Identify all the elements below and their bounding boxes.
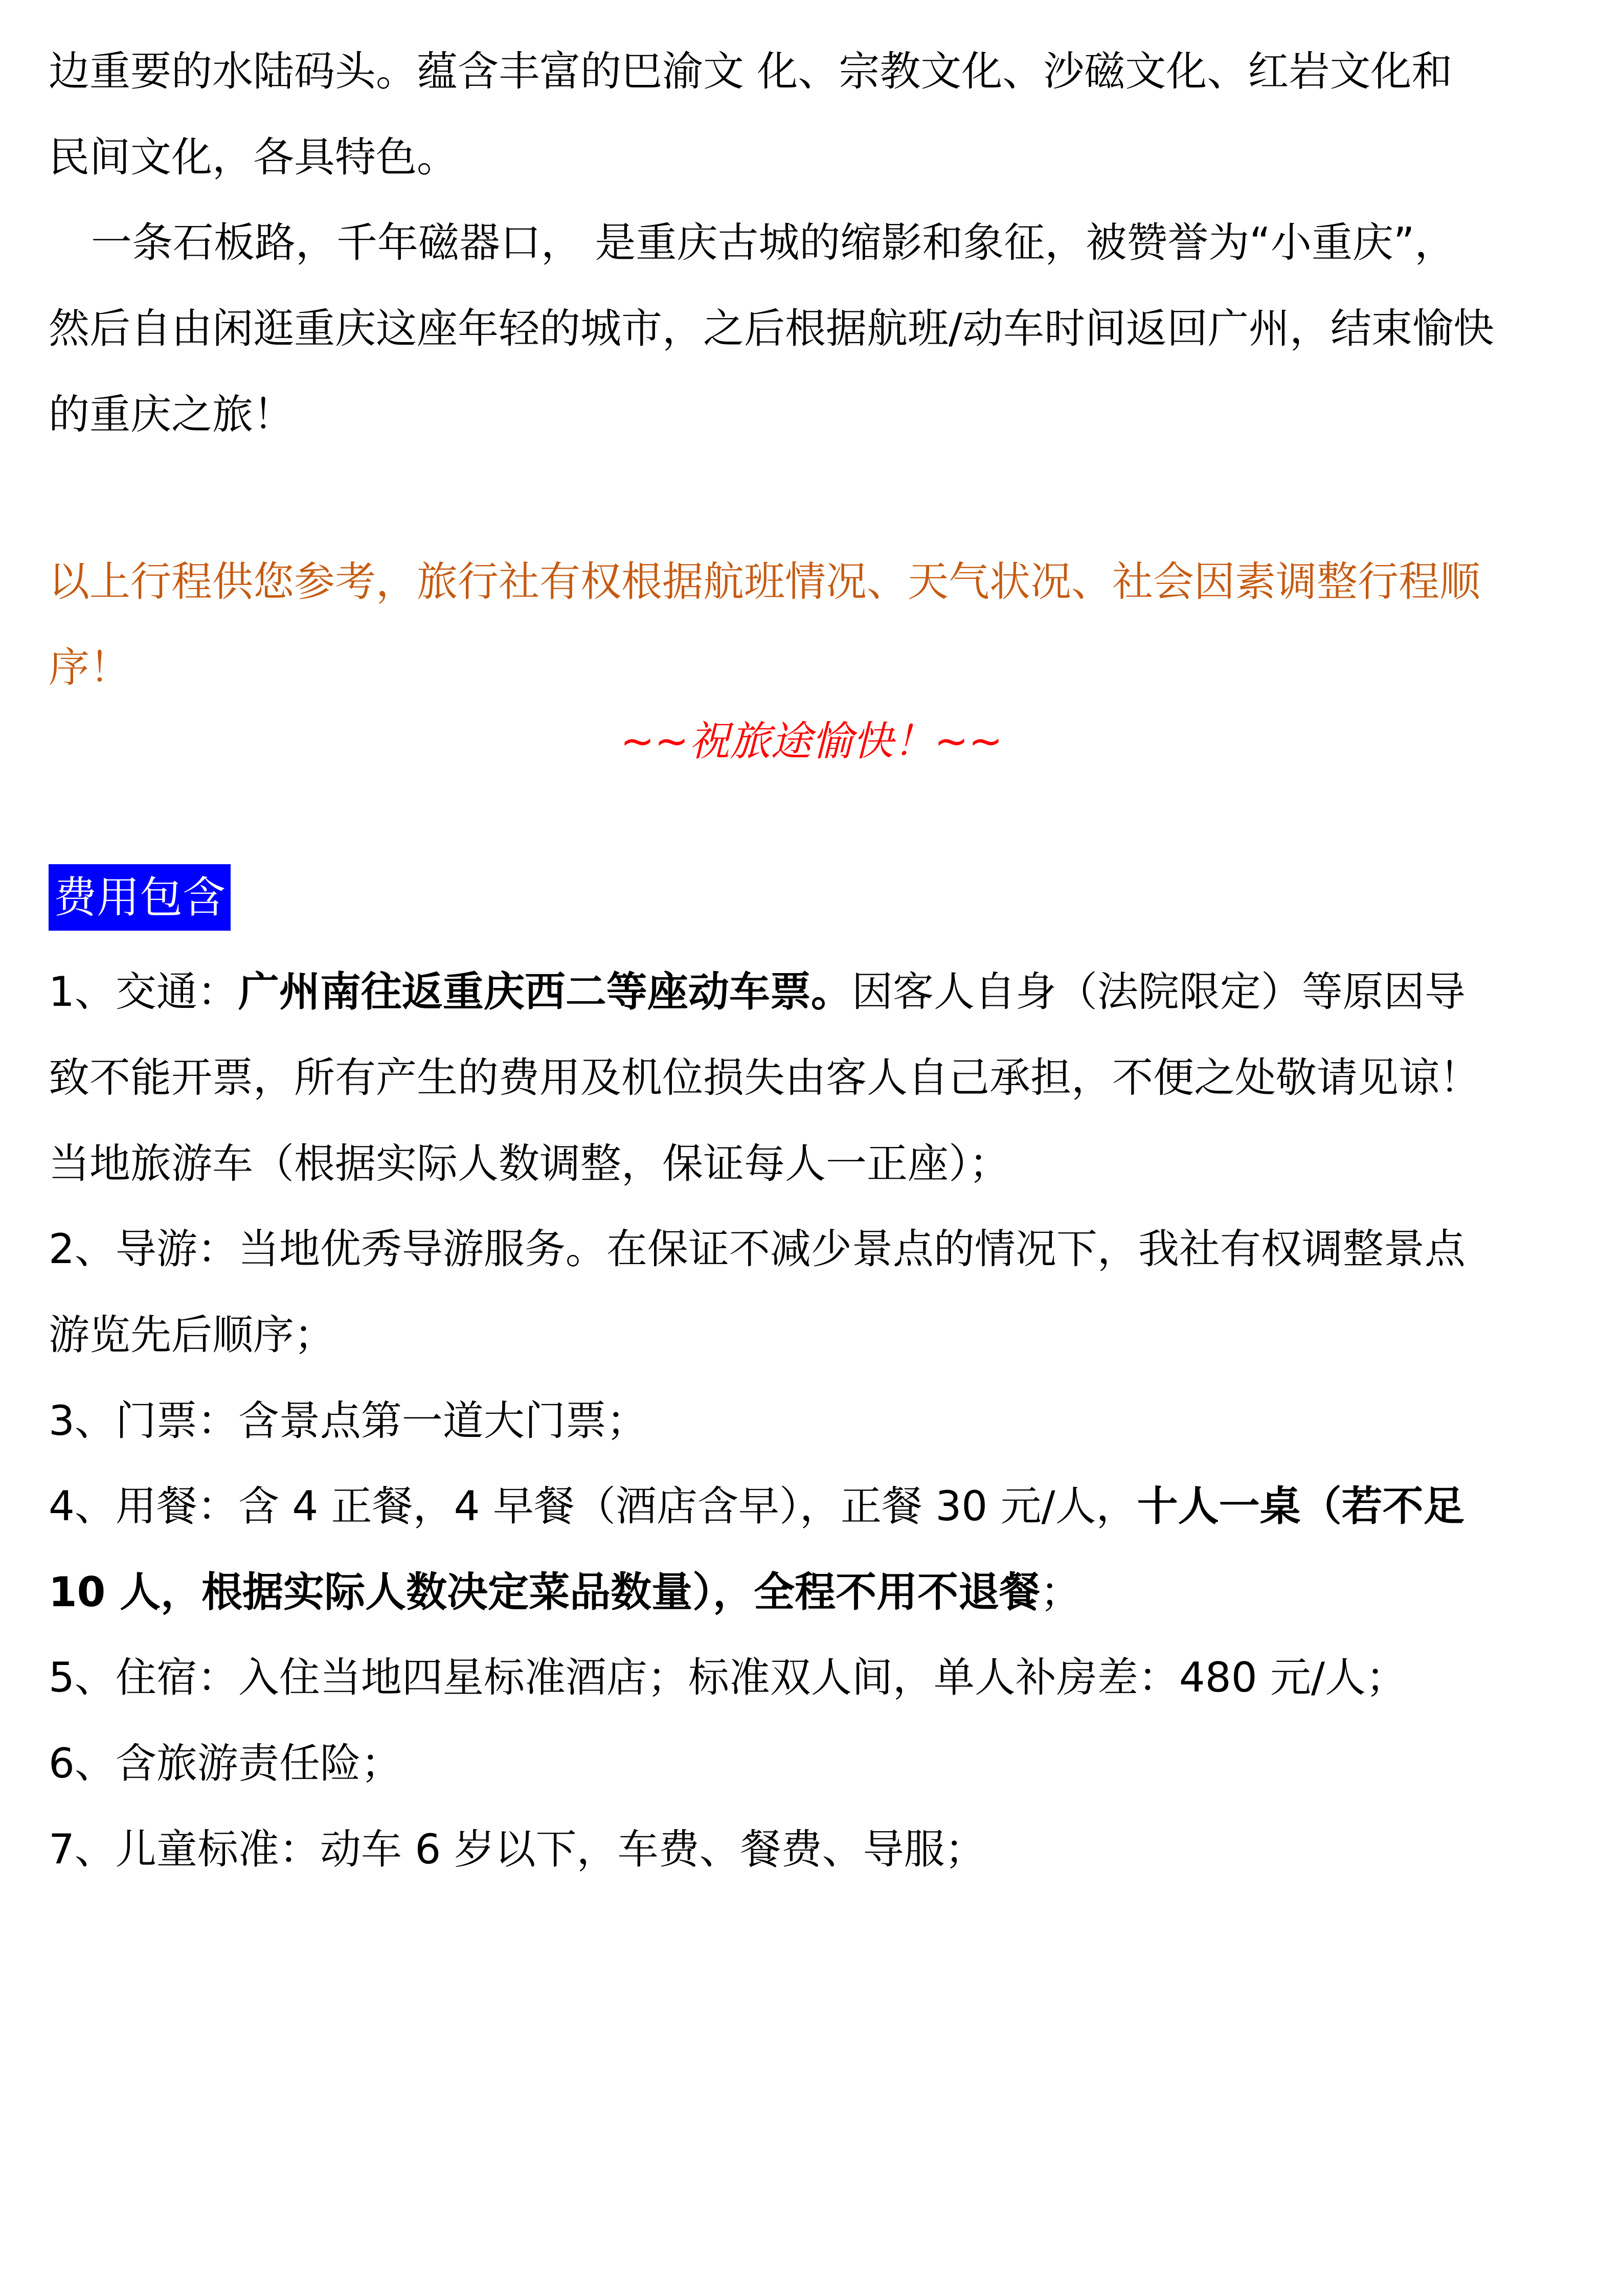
fee-item-2-line-2: 游览先后顺序； bbox=[49, 1311, 335, 1359]
fee-item-4-line-2-highlight: 10 人，根据实际人数决定菜品数量），全程不用不退餐 bbox=[49, 1568, 1041, 1616]
fee-item-3: 3、门票：含景点第一道大门票； bbox=[49, 1397, 647, 1445]
fee-item-6: 6、含旅游责任险； bbox=[49, 1740, 402, 1787]
intro-line-4: 然后自由闲逛重庆这座年轻的城市，之后根据航班/动车时间返回广州，结束愉快 bbox=[49, 305, 1494, 352]
fee-item-4-line-2-rest: ； bbox=[1040, 1568, 1081, 1616]
fee-item-1-rest: 因客人自身（法院限定）等原因导 bbox=[851, 968, 1466, 1016]
fee-item-1-highlight: 广州南往返重庆西二等座动车票。 bbox=[238, 968, 852, 1016]
intro-line-5: 的重庆之旅！ bbox=[49, 391, 294, 438]
fees-heading: 费用包含 bbox=[49, 864, 231, 931]
notice-line-1: 以上行程供您参考，旅行社有权根据航班情况、天气状况、社会因素调整行程顺 bbox=[49, 558, 1480, 605]
notice-line-2: 序！ bbox=[49, 644, 130, 691]
fee-item-1-prefix: 1、交通： bbox=[49, 968, 238, 1016]
fee-item-4-line-2 bbox=[49, 1564, 1577, 1620]
fee-item-2: 2、导游：当地优秀导游服务。在保证不减少景点的情况下，我社有权调整景点 bbox=[49, 1225, 1466, 1273]
fee-item-7: 7、儿童标准：动车 6 岁以下，车费、餐费、导服； bbox=[49, 1826, 986, 1873]
blessing-text: ~~祝旅途愉快！~~ bbox=[620, 717, 1003, 765]
fee-item-1-line-3: 当地旅游车（根据实际人数调整，保证每人一正座）； bbox=[49, 1140, 1010, 1187]
intro-line-3: 一条石板路，千年磁器口， 是重庆古城的缩影和象征，被赞誉为“小重庆”， bbox=[91, 219, 1456, 266]
fee-item-1-line-2: 致不能开票，所有产生的费用及机位损失由客人自己承担，不便之处敬请见谅！ bbox=[49, 1054, 1480, 1101]
fee-item-4-highlight: 十人一桌（若不足 bbox=[1137, 1482, 1464, 1530]
fee-item-5: 5、住宿：入住当地四星标准酒店；标准双人间，单人补房差：480 元/人； bbox=[49, 1654, 1407, 1701]
fee-item-4-prefix: 4、用餐：含 4 正餐，4 早餐（酒店含早），正餐 30 元/人， bbox=[49, 1482, 1137, 1530]
intro-line-1: 边重要的水陆码头。蕴含丰富的巴渝文 化、宗教文化、沙磁文化、红岩文化和 bbox=[49, 48, 1453, 95]
fee-item-1 bbox=[49, 964, 1577, 1020]
fee-item-4 bbox=[49, 1478, 1577, 1535]
intro-line-2: 民间文化，各具特色。 bbox=[49, 133, 458, 181]
